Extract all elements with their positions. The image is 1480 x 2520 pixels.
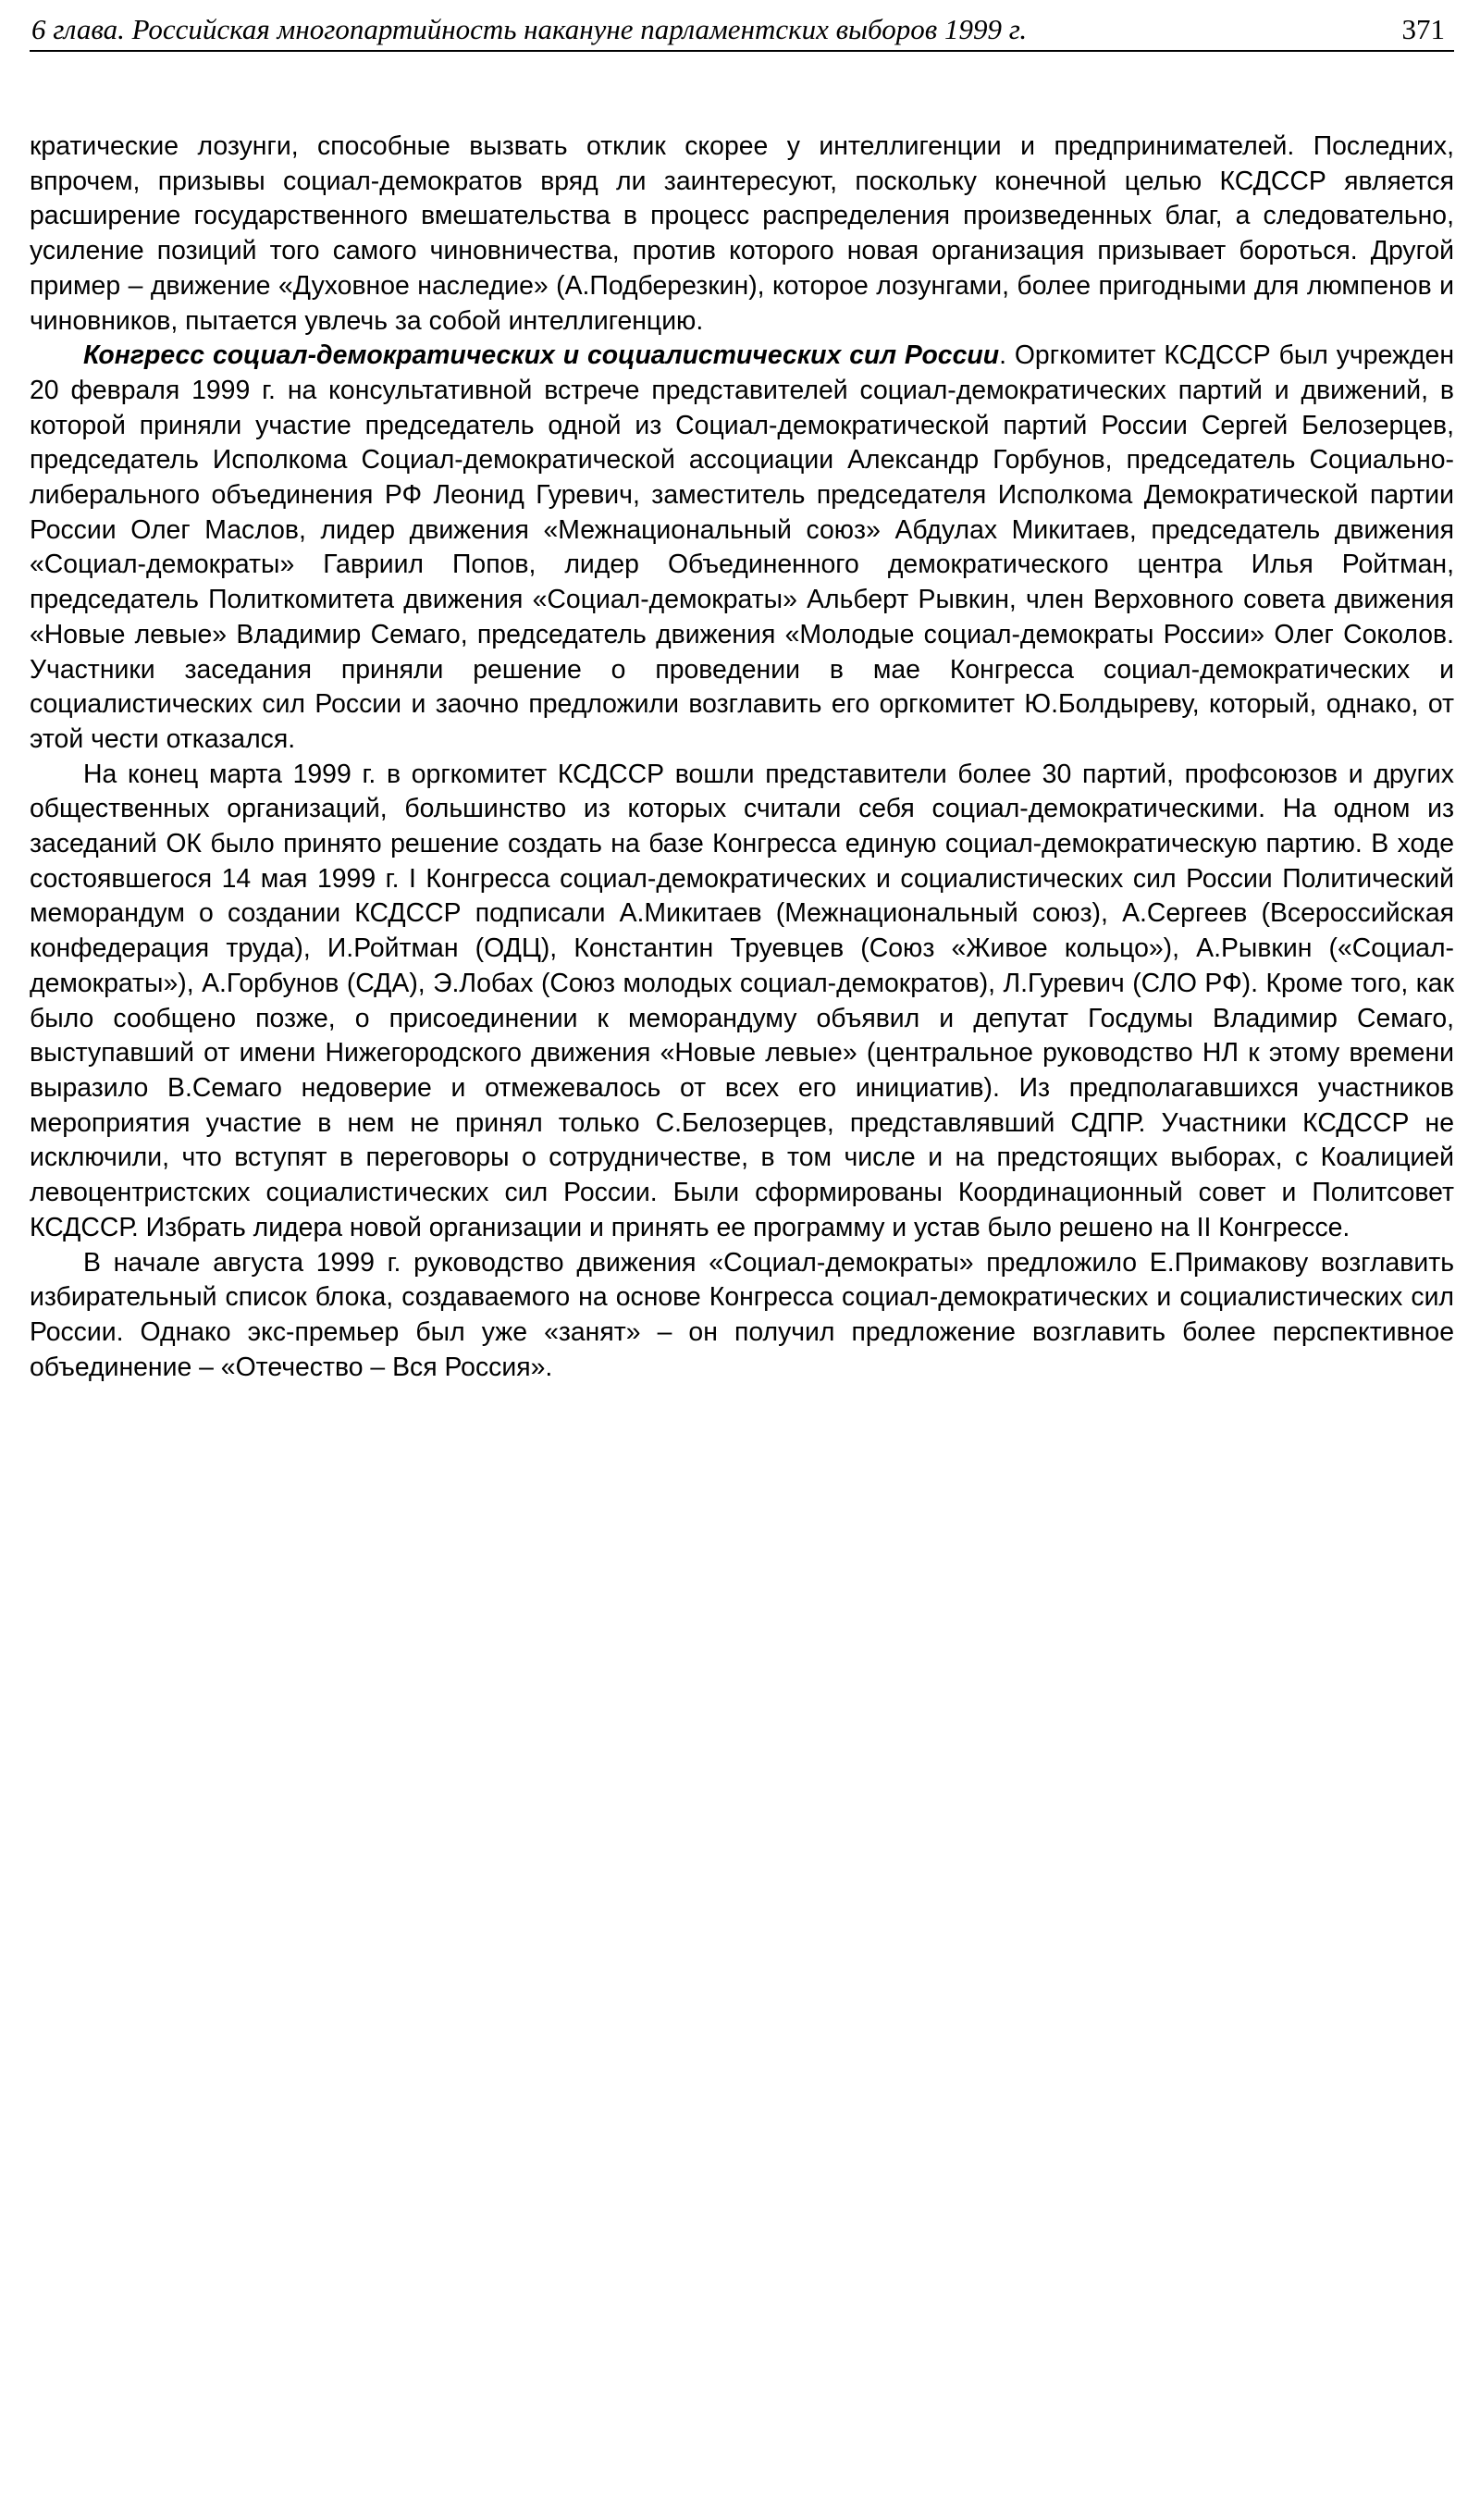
paragraph-march-1999 [30, 758, 1454, 1246]
paragraph-text: В начале августа 1999 г. руководство движения «Социал-демократы» предложило Е.Примакову возглавить избирательный список блока, создаваемого на основе Конгресса социал-демократических и социалистических сил России. Однако экс-премьер был уже «занят» – он получил предложение возглавить более перспективное объединение – «Отечество – Вся Россия». [30, 1247, 1454, 1382]
paragraph-text: На конец марта 1999 г. в оргкомитет КСДССР вошли представители более 30 партий, профсоюзов и других общественных организаций, большинство из которых считали себя социал-демократическими. На одном из заседаний ОК было принято решение создать на базе Конгресса единую социал-демократическую партию. В ходе состоявшегося 14 мая 1999 г. I Конгресса социал-демократических и социалистических сил России Политический меморандум о создании КСДССР подписали А.Микитаев (Межнациональный союз), А.Сергеев (Всероссийская конфедерация труда), И.Ройтман (ОДЦ), Константин Труевцев (Союз «Живое кольцо»), А.Рывкин («Социал-демократы»), А.Горбунов (СДА), Э.Лобах (Союз молодых социал-демократов), Л.Гуревич (СЛО РФ). Кроме того, как было сообщено позже, о присоединении к меморандуму объявил и депутат Госдумы Владимир Семаго, выступавший от имени Нижегородского движения «Новые левые» (центральное руководство НЛ к этому времени выразило В.Семаго недоверие и отмежевалось от всех его инициатив). Из предполагавшихся участников мероприятия участие в нем не принял только С.Белозерцев, представлявший СДПР. Участники КСДССР не исключили, что вступят в переговоры о сотрудничестве, в том числе и на предстоящих выборах, с Коалицией левоцентристских социалистических сил России. Были сформированы Координационный совет и Политсовет КСДССР. Избрать лидера новой организации и принять ее программу и устав было решено на II Конгрессе. [30, 759, 1454, 1242]
paragraph-kongress [30, 339, 1454, 757]
paragraph-continuation [30, 130, 1454, 339]
running-header [30, 9, 1454, 52]
paragraph-text: кратические лозунги, способные вызвать отклик скорее у интеллигенции и предпринимателей. Последних, впрочем, призывы социал-демократов вряд ли заинтересуют, поскольку конечной целью КСДССР является расширение государственного вмешательства в процесс распределения произведенных благ, а следовательно, усиление позиций того самого чиновничества, против которого новая организация призывает бороться. Другой пример – движение «Духовное наследие» (А.Подберезкин), которое лозунгами, более пригодными для люмпенов и чиновников, пытается увлечь за собой интеллигенцию. [30, 131, 1454, 336]
paragraph-august-1999 [30, 1246, 1454, 1386]
running-title: 6 глава. Российская многопартийность накануне парламентских выборов 1999 г. [31, 13, 1028, 45]
body-text [30, 130, 1454, 1385]
book-page [30, 0, 1454, 2520]
section-lead-in: Конгресс социал-демократических и социалистических сил России [83, 340, 1000, 371]
page-number: 371 [1401, 13, 1445, 45]
paragraph-text: . Оргкомитет КСДССР был учрежден 20 февраля 1999 г. на консультативной встрече представителей социал-демократических партий и движений, в которой приняли участие председатель одной из Социал-демократической партий России Сергей Белозерцев, председатель Исполкома Социал-демократической ассоциации Александр Горбунов, председатель Социально-либерального объединения РФ Леонид Гуревич, заместитель председателя Исполкома Демократической партии России Олег Маслов, лидер движения «Межнациональный союз» Абдулах Микитаев, председатель движения «Социал-демократы» Гавриил Попов, лидер Объединенного демократического центра Илья Ройтман, председатель Политкомитета движения «Социал-демократы» Альберт Рывкин, член Верховного совета движения «Новые левые» Владимир Семаго, председатель движения «Молодые социал-демократы России» Олег Соколов. Участники заседания приняли решение о проведении в мае Конгресса социал-демократических и социалистических сил России и заочно предложили возглавить его оргкомитет Ю.Болдыреву, который, однако, от этой чести отказался. [30, 340, 1454, 754]
